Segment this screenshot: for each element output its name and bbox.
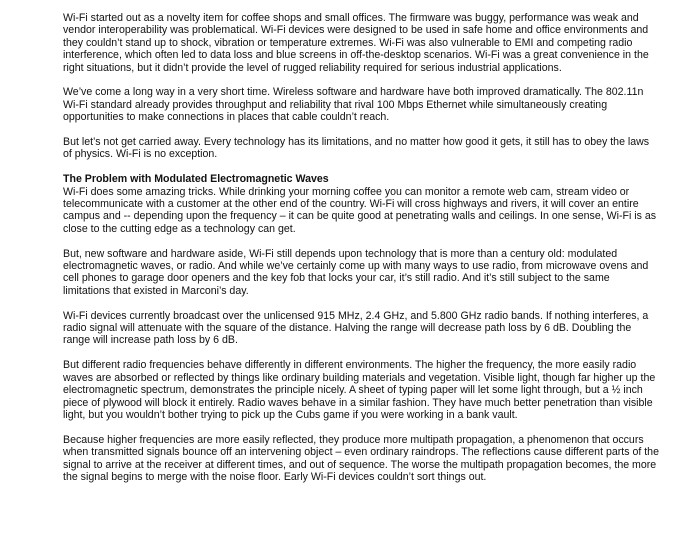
paragraph-limitations: But let’s not get carried away. Every technology has its limitations, and no matter how good it gets, it still has to obey the laws of physics. Wi-Fi is no exception. (63, 136, 650, 161)
paragraph-novelty-origins: Wi-Fi started out as a novelty item for coffee shops and small offices. The firmware was buggy, performance was weak and vendor interoperability was problematical. Wi-Fi devices were designed to be used in safe home and office environments and they couldn’t stand up to shock, vibration or temperature extremes. Wi-Fi was also vulnerable to EMI and competing radio interference, which often led to data loss and blue screens in off-the-desktop scenarios. Wi-Fi was a great convenience in the right situations, but it didn’t provide the level of rugged reliability required for serious industrial applications. (63, 12, 649, 74)
paragraph-frequency-behavior: But different radio frequencies behave differently in different environments. The higher the frequency, the more easily radio waves are absorbed or reflected by things like ordinary building materials and vegetation. Visible light, though far higher up the electromagnetic spectrum, demonstrates the principle nicely. A sheet of typing paper will let some light through, but a ½ inch piece of plywood will block it entirely. Radio waves behave in a similar fashion. They have much better penetration than visible light, but you wouldn’t bother trying to pick up the Cubs game if you were working in a bank vault. (63, 359, 656, 421)
paragraph-century-old-technology: But, new software and hardware aside, Wi-Fi still depends upon technology that is more than a century old: modulated electromagnetic waves, or radio. And while we’ve certainly come up with many ways to use radio, from microwave ovens and cell phones to garage door openers and the key fob that locks your car, it’s still radio. And it’s still subject to the same limitations that existed in Marconi’s day. (63, 247, 649, 297)
paragraph-multipath: Because higher frequencies are more easily reflected, they produce more multipath propagation, a phenomenon that occurs when transmitted signals bounce off an intervening object – even ordinary raindrops. The reflections cause different parts of the signal to arrive at the receiver at different times, and out of sequence. The worse the multipath propagation becomes, the more the signal begins to merge with the noise floor. Early Wi-Fi devices couldn’t sort things out. (63, 433, 659, 483)
document-page (63, 12, 659, 496)
paragraph-improvements: We’ve come a long way in a very short time. Wireless software and hardware have both improved dramatically. The 802.11n Wi-Fi standard already provides throughput and reliability that rival 100 Mbps Ethernet while simultaneously creating opportunities to make connections in places that cable couldn’t reach. (63, 86, 644, 124)
section-heading: The Problem with Modulated Electromagnetic Waves (63, 173, 329, 186)
paragraph-radio-bands: Wi-Fi devices currently broadcast over the unlicensed 915 MHz, 2.4 GHz, and 5.800 GHz radio bands. If nothing interferes, a radio signal will attenuate with the square of the distance. Halving the range will decrease path loss by 6 dB. Doubling the range will increase path loss by 6 dB. (63, 309, 649, 347)
paragraph-amazing-tricks: Wi-Fi does some amazing tricks. While drinking your morning coffee you can monitor a remote web cam, stream video or telecommunicate with a customer at the other end of the country. Wi-Fi will cross highways and rivers, it will cover an entire campus and -- depending upon the frequency – it can be quite good at penetrating walls and ceilings. In one sense, Wi-Fi is as close to the cutting edge as a technology can get. (63, 185, 657, 235)
